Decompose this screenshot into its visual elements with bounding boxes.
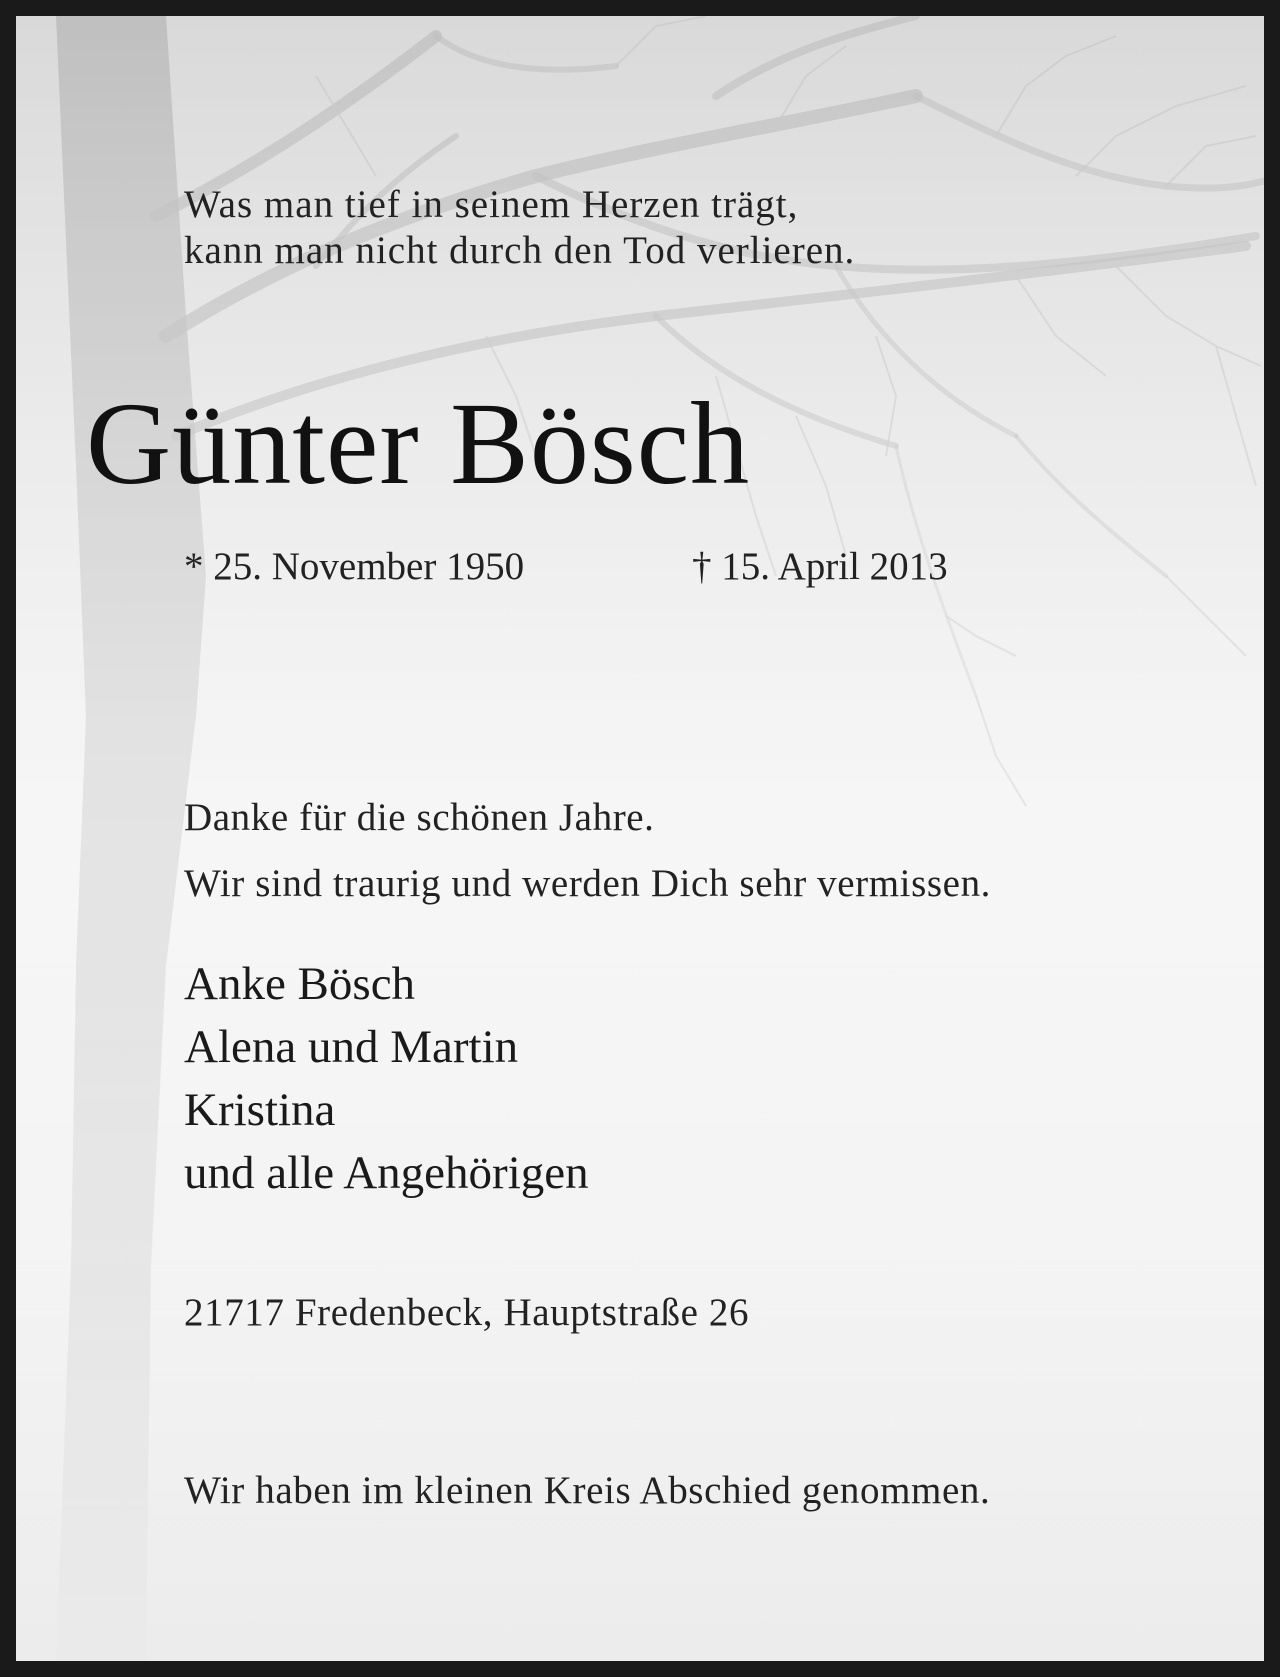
mourner-name: Kristina — [184, 1084, 336, 1136]
motto-line: Was man tief in seinem Herzen trägt, — [184, 183, 799, 226]
deceased-name: Günter Bösch — [86, 378, 751, 509]
motto-line: kann man nicht durch den Tod verlieren. — [184, 229, 856, 272]
thanks-line: Danke für die schönen Jahre. — [184, 796, 655, 839]
mourner-name: Anke Bösch — [184, 958, 416, 1010]
notice-content — [16, 16, 1264, 1661]
mourners-list — [184, 953, 589, 1205]
thanks-line: Wir sind traurig und werden Dich sehr vermissen. — [184, 862, 992, 905]
closing-note: Wir haben im kleinen Kreis Abschied genommen. — [184, 1469, 991, 1512]
mourner-name: Alena und Martin — [184, 1021, 519, 1073]
death-date: † 15. April 2013 — [692, 545, 948, 588]
birth-date: * 25. November 1950 — [184, 545, 525, 588]
motto-quote — [184, 182, 855, 274]
mourner-name: und alle Angehörigen — [184, 1147, 589, 1199]
address: 21717 Fredenbeck, Hauptstraße 26 — [184, 1291, 750, 1334]
